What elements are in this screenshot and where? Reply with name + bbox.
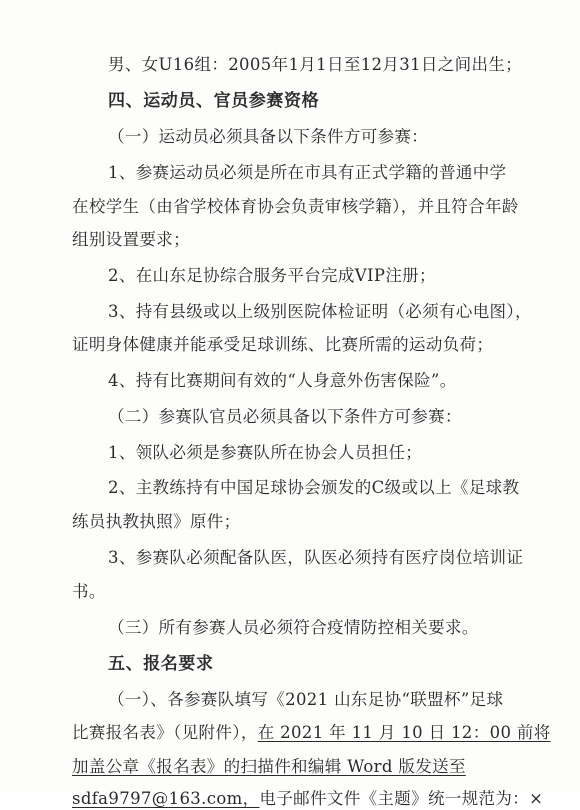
text-line: 3、持有县级或以上级别医院体检证明（必须有心电图），: [108, 302, 532, 321]
subsection-heading: （一）运动员必须具备以下条件方可参赛：: [108, 127, 429, 146]
text-line: 2、主教练持有中国足球协会颁发的C级或以上《足球教: [108, 478, 520, 497]
text-plain: 比赛报名表》（见附件），: [72, 723, 258, 742]
text-line: 练员执教执照》原件；: [72, 512, 241, 531]
text-line: 4、持有比赛期间有效的“人身意外伤害保险”。: [108, 371, 457, 390]
text-line: 1、领队必须是参赛队所在协会人员担任；: [108, 443, 423, 462]
deadline-underlined: 在 2021 年 11 月 10 日 12：00 前将: [257, 723, 551, 742]
text-line: 1、参赛运动员必须是所在市具有正式学籍的普通中学: [108, 163, 507, 182]
text-line: 2、在山东足协综合服务平台完成VIP注册；: [108, 266, 436, 285]
text-line: （一）、各参赛队填写《2021 山东足协“联盟杯”足球: [108, 690, 504, 709]
text-line: 3、参赛队必须配备队医，队医必须持有医疗岗位培训证: [108, 548, 524, 567]
email-address: sdfa9797@163.com，: [72, 789, 260, 808]
subsection-heading: （三）所有参赛人员必须符合疫情防控相关要求。: [108, 618, 479, 637]
text-line: [72, 756, 466, 778]
text-plain: 电子邮件文件《主题》统一规范为：×: [259, 789, 544, 808]
text-line: 男、女U16组：2005年1月1日至12月31日之间出生；: [108, 55, 523, 74]
text-line: 书。: [72, 582, 106, 601]
section-heading: 五、报名要求: [108, 654, 214, 674]
text-line: 证明身体健康并能承受足球训练、比赛所需的运动负荷；: [72, 335, 494, 354]
text-line: 组别设置要求；: [72, 230, 190, 249]
text-line: [72, 722, 551, 744]
text-line: 在校学生（由省学校体育协会负责审核学籍），并且符合年龄: [72, 197, 519, 216]
subsection-heading: （二）参赛队官员必须具备以下条件方可参赛：: [108, 407, 462, 426]
section-heading: 四、运动员、官员参赛资格: [108, 91, 320, 111]
text-line: [72, 788, 543, 810]
submission-underlined: 加盖公章《报名表》的扫描件和编辑 Word 版发送至: [72, 757, 466, 776]
